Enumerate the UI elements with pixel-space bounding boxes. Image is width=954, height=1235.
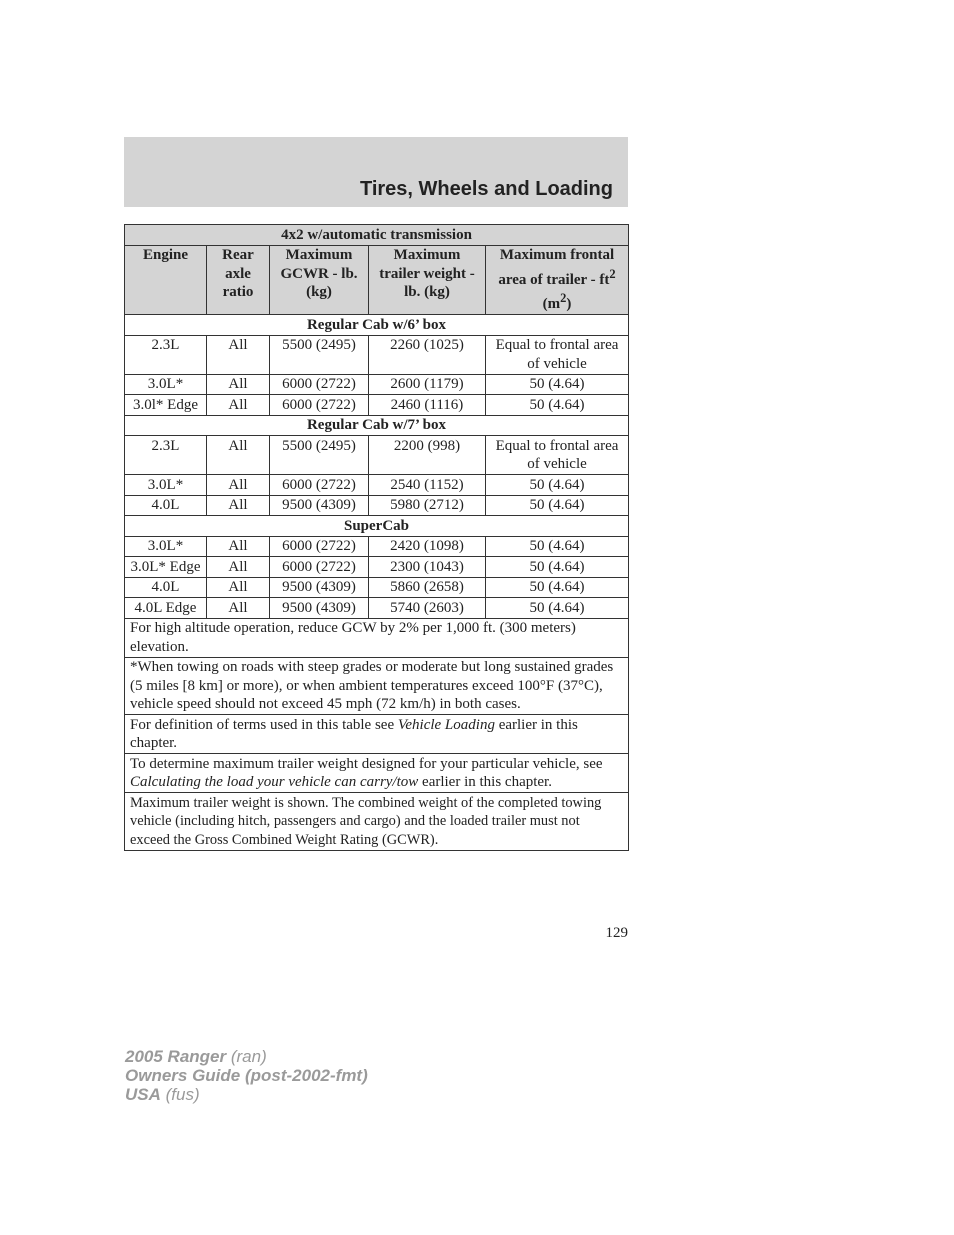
engine-cell: 3.0L* xyxy=(125,536,207,557)
axle-cell: All xyxy=(207,335,270,374)
gcwr-cell: 6000 (2722) xyxy=(270,374,369,395)
trailer-weight-cell: 2540 (1152) xyxy=(369,475,486,496)
axle-cell: All xyxy=(207,495,270,516)
frontal-area-cell: 50 (4.64) xyxy=(486,536,629,557)
axle-cell: All xyxy=(207,557,270,578)
section-title: Tires, Wheels and Loading xyxy=(359,178,613,200)
engine-cell: 3.0l* Edge xyxy=(125,395,207,416)
trailer-weight-cell: 2600 (1179) xyxy=(369,374,486,395)
frontal-sup-ft: 2 xyxy=(609,266,616,281)
section-row xyxy=(125,415,629,436)
section-row xyxy=(125,315,629,336)
frontal-area-cell: 50 (4.64) xyxy=(486,475,629,496)
towing-grade-note: *When towing on roads with steep grades or moderate but long sustained grades (5 miles [8 km] or more), or when ambient temperatures exceed 100°F (37°C), vehicle speed should not exceed 45 mph (72 km/h) in both cases. xyxy=(125,657,629,715)
gcwr-cell: 6000 (2722) xyxy=(270,536,369,557)
engine-cell: 3.0L* xyxy=(125,475,207,496)
trailer-towing-table xyxy=(124,224,629,851)
axle-cell: All xyxy=(207,395,270,416)
col-max-gcwr: Maximum GCWR - lb. (kg) xyxy=(270,245,369,315)
axle-cell: All xyxy=(207,374,270,395)
trailer-weight-cell: 2300 (1043) xyxy=(369,557,486,578)
note-row xyxy=(125,657,629,715)
table-row xyxy=(125,557,629,578)
col-max-trailer-weight: Maximum trailer weight - lb. (kg) xyxy=(369,245,486,315)
axle-cell: All xyxy=(207,436,270,475)
table-row xyxy=(125,536,629,557)
footer-market-code: (fus) xyxy=(160,1085,200,1104)
frontal-area-cell: 50 (4.64) xyxy=(486,557,629,578)
frontal-label: Maximum frontal area of trailer - ft xyxy=(498,247,615,288)
col-engine: Engine xyxy=(125,245,207,315)
frontal-close: ) xyxy=(566,296,572,312)
table-row xyxy=(125,436,629,475)
section-title-cell: Regular Cab w/7’ box xyxy=(125,415,629,436)
frontal-area-cell: 50 (4.64) xyxy=(486,598,629,619)
engine-cell: 2.3L xyxy=(125,436,207,475)
frontal-area-cell: 50 (4.64) xyxy=(486,495,629,516)
gcwr-cell: 9500 (4309) xyxy=(270,495,369,516)
section-title-cell: SuperCab xyxy=(125,516,629,537)
table-row xyxy=(125,495,629,516)
gcwr-cell: 9500 (4309) xyxy=(270,577,369,598)
note-row xyxy=(125,793,629,851)
axle-cell: All xyxy=(207,536,270,557)
trailer-weight-cell: 5740 (2603) xyxy=(369,598,486,619)
calculating-load-reference: Calculating the load your vehicle can carry/tow xyxy=(130,774,419,790)
determine-weight-note xyxy=(125,754,629,793)
table-row xyxy=(125,395,629,416)
axle-cell: All xyxy=(207,475,270,496)
frontal-area-cell: 50 (4.64) xyxy=(486,577,629,598)
trailer-weight-cell: 2200 (998) xyxy=(369,436,486,475)
axle-cell: All xyxy=(207,577,270,598)
gcwr-cell: 5500 (2495) xyxy=(270,436,369,475)
vehicle-loading-reference: Vehicle Loading xyxy=(397,716,495,733)
gcwr-cell: 9500 (4309) xyxy=(270,598,369,619)
altitude-note: For high altitude operation, reduce GCW by 2% per 1,000 ft. (300 meters) elevation. xyxy=(125,618,629,657)
determine-text-end: earlier in this chapter. xyxy=(418,774,552,790)
definition-note xyxy=(125,715,629,754)
note-row xyxy=(125,754,629,793)
note-row xyxy=(125,715,629,754)
section-header-band xyxy=(124,137,628,207)
table-row xyxy=(125,598,629,619)
frontal-area-cell: Equal to frontal area of vehicle xyxy=(486,436,629,475)
col-rear-axle-ratio: Rear axle ratio xyxy=(207,245,270,315)
gcwr-note: Maximum trailer weight is shown. The combined weight of the completed towing vehicle (including hitch, passengers and cargo) and the loaded trailer must not exceed the Gross Combined Weight Rating (GCWR). xyxy=(125,793,629,851)
trailer-weight-cell: 2260 (1025) xyxy=(369,335,486,374)
gcwr-cell: 5500 (2495) xyxy=(270,335,369,374)
gcwr-cell: 6000 (2722) xyxy=(270,557,369,578)
engine-cell: 3.0L* xyxy=(125,374,207,395)
note-row xyxy=(125,618,629,657)
definition-text: For definition of terms used in this table see xyxy=(130,716,398,733)
engine-cell: 3.0L* Edge xyxy=(125,557,207,578)
footer-guide: Owners Guide (post-2002-fmt) xyxy=(125,1066,368,1085)
frontal-area-cell: Equal to frontal area of vehicle xyxy=(486,335,629,374)
footer-model-code: (ran) xyxy=(226,1047,267,1066)
trailer-weight-cell: 2460 (1116) xyxy=(369,395,486,416)
section-title-cell: Regular Cab w/6’ box xyxy=(125,315,629,336)
definition-text-end: earlier in this chapter. xyxy=(130,716,578,751)
column-header-row xyxy=(125,245,629,315)
footer-model-line xyxy=(125,1047,368,1066)
table-row xyxy=(125,335,629,374)
col-max-frontal-area xyxy=(486,245,629,315)
footer-market-line xyxy=(125,1085,368,1104)
engine-cell: 4.0L Edge xyxy=(125,598,207,619)
gcwr-cell: 6000 (2722) xyxy=(270,475,369,496)
axle-cell: All xyxy=(207,598,270,619)
frontal-area-cell: 50 (4.64) xyxy=(486,374,629,395)
table-row xyxy=(125,475,629,496)
gcwr-cell: 6000 (2722) xyxy=(270,395,369,416)
trailer-weight-cell: 2420 (1098) xyxy=(369,536,486,557)
trailer-weight-cell: 5860 (2658) xyxy=(369,577,486,598)
document-footer xyxy=(125,1047,368,1104)
section-row xyxy=(125,516,629,537)
table-row xyxy=(125,374,629,395)
footer-guide-line xyxy=(125,1066,368,1085)
table-row xyxy=(125,577,629,598)
footer-model: 2005 Ranger xyxy=(125,1047,227,1066)
page-number: 129 xyxy=(605,925,628,941)
engine-cell: 4.0L xyxy=(125,495,207,516)
engine-cell: 4.0L xyxy=(125,577,207,598)
frontal-area-cell: 50 (4.64) xyxy=(486,395,629,416)
footer-market: USA xyxy=(125,1085,161,1104)
determine-text: To determine maximum trailer weight designed for your particular vehicle, see xyxy=(130,755,603,772)
frontal-unit: (m xyxy=(542,296,561,312)
trailer-weight-cell: 5980 (2712) xyxy=(369,495,486,516)
engine-cell: 2.3L xyxy=(125,335,207,374)
frontal-sup-m: 2 xyxy=(560,291,567,305)
table-title: 4x2 w/automatic transmission xyxy=(125,225,629,246)
